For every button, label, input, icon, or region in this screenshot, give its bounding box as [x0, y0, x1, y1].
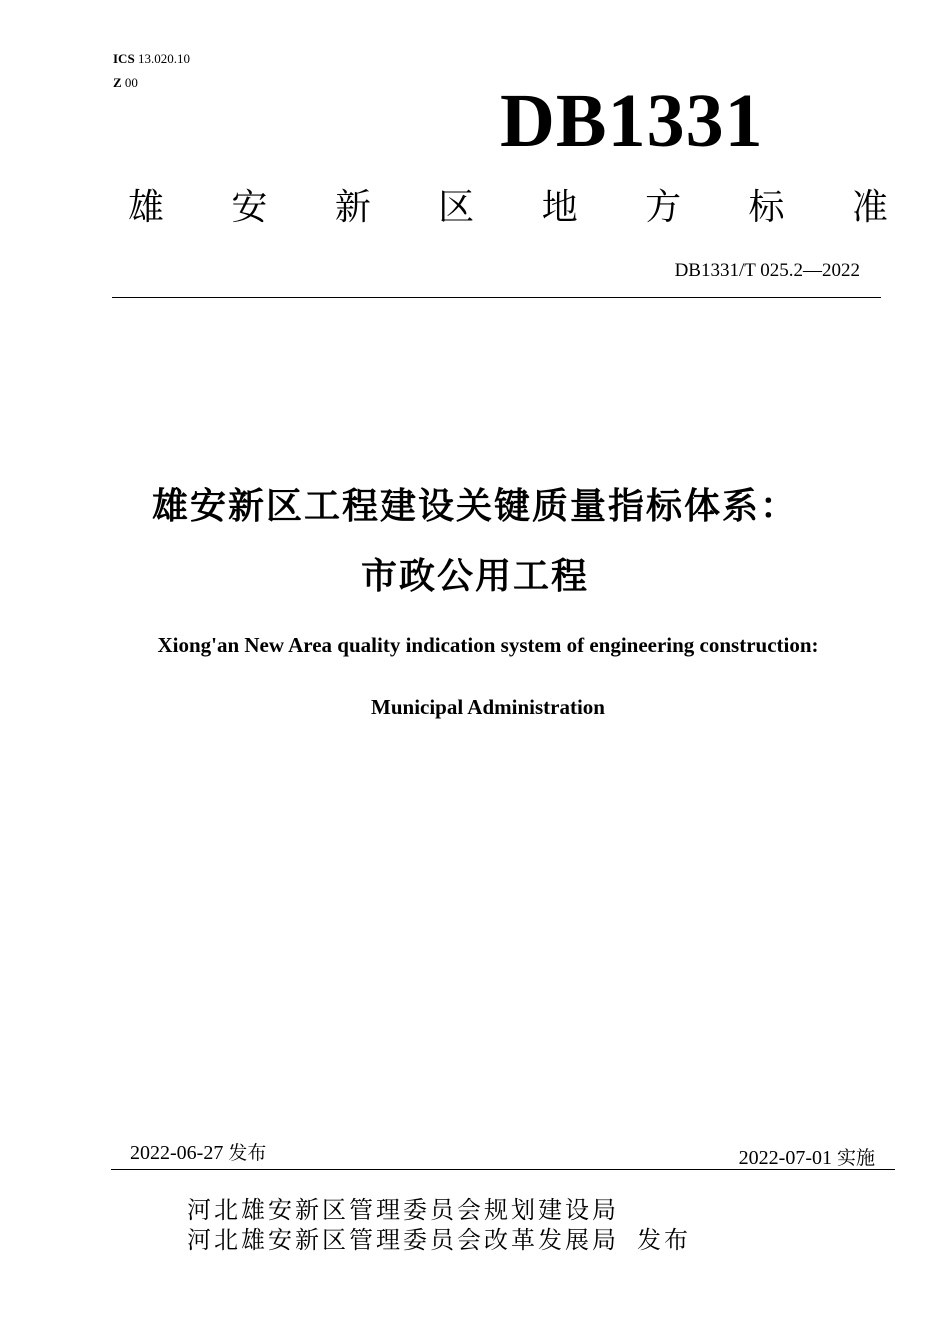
standard-number: DB1331/T 025.2—2022 — [674, 260, 860, 281]
title-chinese — [60, 472, 890, 612]
standard-type-char: 区 — [438, 187, 475, 228]
ics-code — [113, 50, 190, 74]
standard-type-char: 方 — [645, 187, 682, 228]
ccs-value: 00 — [124, 75, 138, 90]
standard-type-char: 地 — [541, 187, 578, 228]
classification-codes — [113, 50, 190, 98]
standard-type-char: 标 — [748, 187, 785, 228]
publish-label: 发布 — [228, 1142, 267, 1164]
db-code: DB1331 — [500, 79, 764, 163]
title-english — [60, 630, 916, 722]
title-en-line1: Xiong'an New Area quality indication system of engineering construction: — [157, 633, 819, 657]
ccs-label: Z — [113, 75, 122, 90]
implement-date-value: 2022-07-01 — [738, 1147, 832, 1169]
footer-divider — [111, 1169, 895, 1170]
title-cn-line2: 市政公用工程 — [360, 556, 589, 597]
ccs-code — [113, 74, 190, 98]
title-cn-line1: 雄安新区工程建设关键质量指标体系： — [151, 486, 798, 527]
issuer-line2-text: 河北雄安新区管理委员会改革发展局 — [187, 1226, 619, 1254]
ics-label: ICS — [113, 51, 135, 66]
issuer-line2 — [187, 1225, 691, 1255]
implement-date — [640, 1143, 875, 1170]
standard-type-char: 雄 — [128, 187, 165, 228]
standard-type-char: 准 — [851, 187, 888, 228]
title-en-line2: Municipal Administration — [371, 695, 605, 719]
standard-type-heading — [128, 186, 888, 230]
issuer-line1: 河北雄安新区管理委员会规划建设局 — [187, 1196, 619, 1224]
publish-date-value: 2022-06-27 — [130, 1142, 224, 1164]
header-divider — [112, 297, 881, 298]
standard-type-char: 安 — [231, 187, 268, 228]
publish-date — [130, 1138, 266, 1165]
implement-label: 实施 — [836, 1147, 875, 1169]
standard-type-char: 新 — [334, 187, 371, 228]
issuing-authorities — [187, 1195, 691, 1255]
ics-value: 13.020.10 — [137, 51, 190, 66]
issuer-suffix: 发布 — [637, 1226, 691, 1254]
